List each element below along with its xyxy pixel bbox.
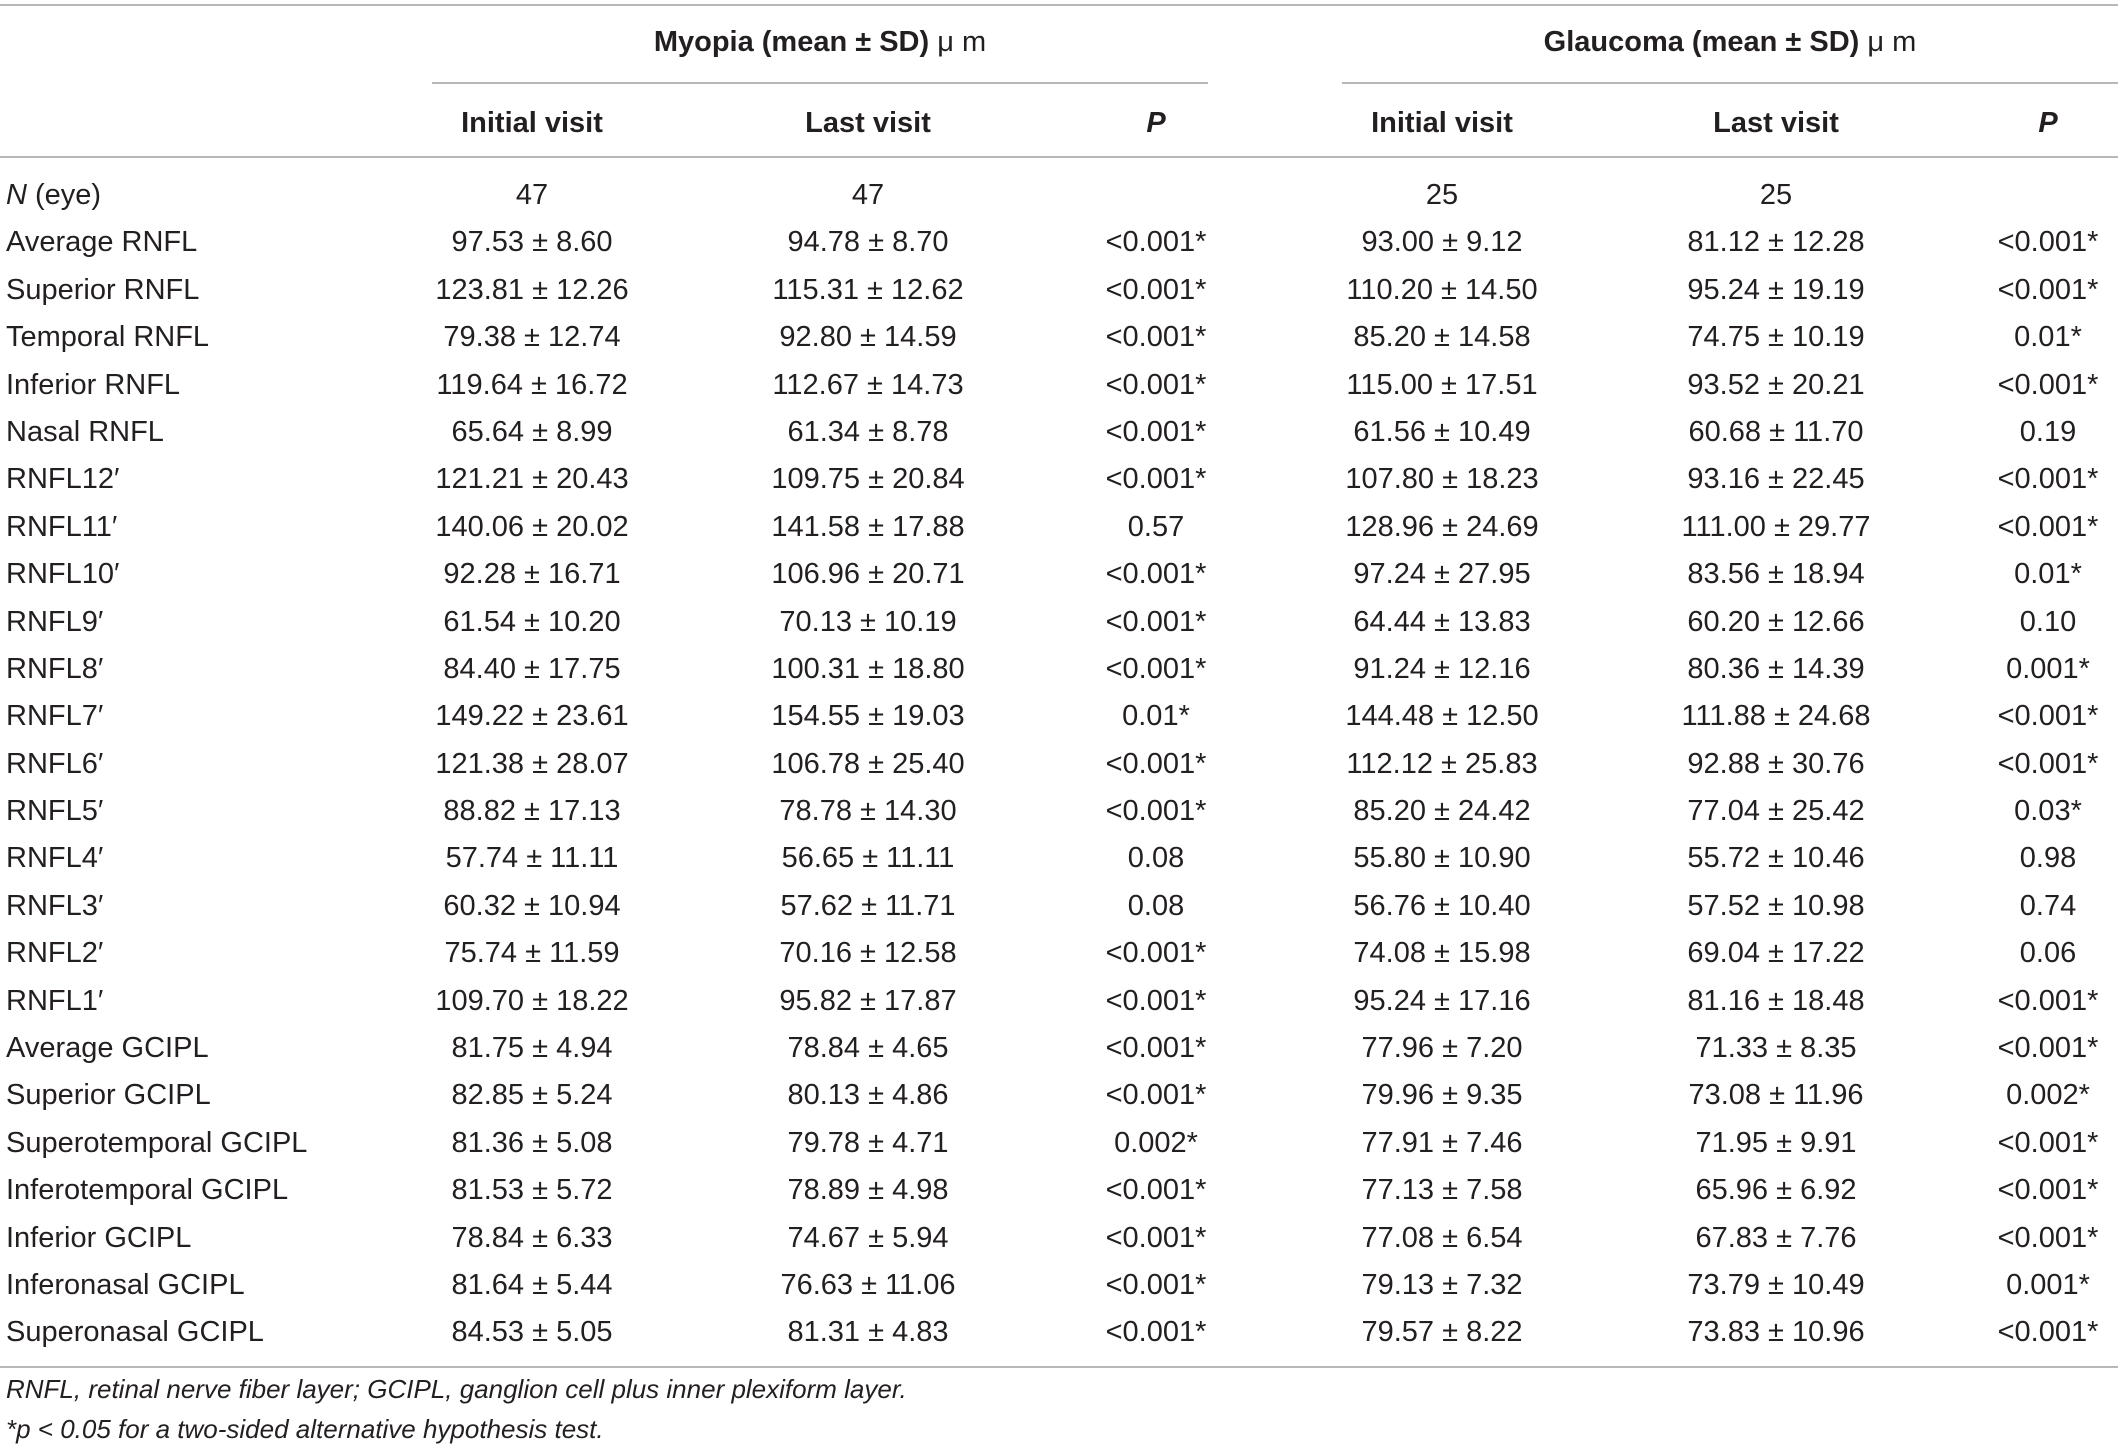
cell-glaucoma-initial: 79.13 ± 7.32 [1361, 1268, 1523, 1301]
footnote-abbreviations: RNFL, retinal nerve fiber layer; GCIPL, ganglion cell plus inner plexiform layer. [6, 1374, 907, 1404]
cell-myopia-last: 92.80 ± 14.59 [779, 321, 957, 354]
cell-myopia-last: 79.78 ± 4.71 [787, 1126, 949, 1159]
cell-myopia-last: 78.78 ± 14.30 [779, 795, 957, 828]
cell-glaucoma-initial: 64.44 ± 13.83 [1353, 605, 1531, 638]
cell-myopia-last: 74.67 ± 5.94 [787, 1221, 949, 1254]
cell-glaucoma-last: 83.56 ± 18.94 [1687, 558, 1865, 591]
cell-myopia-p: <0.001* [1105, 1079, 1207, 1112]
table-top-rule [0, 4, 2118, 6]
cell-myopia-initial: 121.21 ± 20.43 [435, 463, 629, 496]
table-row [0, 978, 2118, 1025]
cell-glaucoma-last: 81.12 ± 12.28 [1687, 226, 1865, 259]
cell-myopia-initial: 109.70 ± 18.22 [435, 984, 629, 1017]
cell-glaucoma-last: 80.36 ± 14.39 [1687, 652, 1865, 685]
cell-glaucoma-last: 77.04 ± 25.42 [1687, 795, 1865, 828]
row-label: RNFL9′ [6, 605, 104, 638]
cell-myopia-initial: 79.38 ± 12.74 [443, 321, 621, 354]
table-row [0, 741, 2118, 788]
cell-myopia-p: <0.001* [1105, 652, 1207, 685]
cell-myopia-last: 154.55 ± 19.03 [771, 700, 965, 733]
row-label: RNFL1′ [6, 984, 104, 1017]
cell-myopia-last: 78.84 ± 4.65 [787, 1032, 949, 1065]
cell-myopia-initial: 81.53 ± 5.72 [451, 1174, 613, 1207]
row-label: RNFL10′ [6, 558, 120, 591]
table-row [0, 267, 2118, 314]
cell-myopia-last: 57.62 ± 11.71 [780, 889, 956, 922]
cell-myopia-initial: 121.38 ± 28.07 [435, 747, 629, 780]
group-unit: μ m [1867, 26, 1917, 58]
row-label: Inferonasal GCIPL [6, 1268, 245, 1301]
row-label: Superonasal GCIPL [6, 1316, 264, 1349]
table-row [0, 409, 2118, 456]
cell-myopia-p: 0.57 [1127, 510, 1185, 543]
cell-glaucoma-initial: 144.48 ± 12.50 [1345, 700, 1539, 733]
table-row [0, 551, 2118, 598]
cell-myopia-initial: 140.06 ± 20.02 [435, 510, 629, 543]
row-label: RNFL11′ [6, 510, 118, 543]
cell-myopia-last: 109.75 ± 20.84 [771, 463, 965, 496]
cell-glaucoma-p: <0.001* [1997, 747, 2099, 780]
cell-myopia-last: 70.13 ± 10.19 [779, 605, 957, 638]
cell-myopia-p: <0.001* [1105, 795, 1207, 828]
group-header-glaucoma [1342, 18, 2118, 66]
row-label: Superotemporal GCIPL [6, 1126, 308, 1159]
row-label: RNFL5′ [6, 795, 104, 828]
cell-glaucoma-p: 0.01* [2014, 558, 2082, 591]
cell-myopia-p: <0.001* [1105, 368, 1207, 401]
group-rule-myopia [432, 82, 1208, 84]
row-label: Nasal RNFL [6, 415, 164, 448]
cell-glaucoma-p: 0.001* [2006, 1268, 2090, 1301]
cell-glaucoma-last: 73.79 ± 10.49 [1687, 1268, 1865, 1301]
cell-myopia-p: <0.001* [1105, 1032, 1207, 1065]
cell-glaucoma-last: 25 [1759, 179, 1793, 211]
cell-myopia-last: 61.34 ± 8.78 [787, 415, 949, 448]
table-row [0, 314, 2118, 361]
cell-myopia-p: <0.001* [1105, 747, 1207, 780]
table-row [0, 504, 2118, 551]
group-unit: μ m [937, 26, 987, 58]
cell-myopia-last: 70.16 ± 12.58 [779, 937, 957, 970]
cell-glaucoma-last: 57.52 ± 10.98 [1687, 889, 1865, 922]
cell-myopia-initial: 81.75 ± 4.94 [451, 1032, 613, 1065]
cell-glaucoma-initial: 77.13 ± 7.58 [1361, 1174, 1523, 1207]
cell-myopia-p: 0.01* [1122, 700, 1190, 733]
cell-glaucoma-p: <0.001* [1997, 984, 2099, 1017]
row-label: RNFL4′ [6, 842, 104, 875]
cell-myopia-p: <0.001* [1105, 605, 1207, 638]
col-header-glaucoma-initial: Initial visit [1371, 107, 1513, 139]
table-row [0, 788, 2118, 835]
cell-glaucoma-p: <0.001* [1997, 368, 2099, 401]
table-row [0, 362, 2118, 409]
cell-glaucoma-p: 0.001* [2006, 652, 2090, 685]
row-label: Average GCIPL [6, 1032, 209, 1065]
cell-myopia-p: <0.001* [1105, 415, 1207, 448]
cell-myopia-p: 0.002* [1114, 1126, 1198, 1159]
cell-myopia-initial: 149.22 ± 23.61 [435, 700, 629, 733]
cell-myopia-last: 141.58 ± 17.88 [771, 510, 965, 543]
cell-glaucoma-p: <0.001* [1997, 1032, 2099, 1065]
cell-glaucoma-initial: 95.24 ± 17.16 [1353, 984, 1531, 1017]
cell-glaucoma-initial: 79.96 ± 9.35 [1361, 1079, 1523, 1112]
cell-myopia-p: <0.001* [1105, 937, 1207, 970]
cell-myopia-last: 106.96 ± 20.71 [771, 558, 965, 591]
cell-glaucoma-p: <0.001* [1997, 1316, 2099, 1349]
cell-myopia-last: 94.78 ± 8.70 [787, 226, 949, 259]
cell-glaucoma-p: 0.98 [2019, 842, 2077, 875]
row-label: N (eye) [6, 179, 102, 211]
cell-myopia-p: <0.001* [1105, 1174, 1207, 1207]
table-row [0, 1167, 2118, 1214]
cell-glaucoma-initial: 115.00 ± 17.51 [1346, 368, 1538, 401]
row-label: Inferior GCIPL [6, 1221, 192, 1254]
group-header-myopia [432, 18, 1208, 66]
cell-myopia-last: 81.31 ± 4.83 [787, 1316, 949, 1349]
cell-glaucoma-p: 0.74 [2019, 889, 2077, 922]
cell-myopia-last: 112.67 ± 14.73 [772, 368, 964, 401]
cell-glaucoma-initial: 128.96 ± 24.69 [1345, 510, 1539, 543]
cell-myopia-initial: 82.85 ± 5.24 [451, 1079, 613, 1112]
cell-myopia-initial: 81.36 ± 5.08 [451, 1126, 613, 1159]
cell-myopia-p: <0.001* [1105, 1221, 1207, 1254]
cell-glaucoma-last: 65.96 ± 6.92 [1695, 1174, 1857, 1207]
footnote-significance: *p < 0.05 for a two-sided alternative hypothesis test. [6, 1414, 604, 1444]
cell-myopia-initial: 65.64 ± 8.99 [451, 415, 613, 448]
cell-myopia-last: 106.78 ± 25.40 [771, 747, 965, 780]
cell-glaucoma-last: 60.68 ± 11.70 [1688, 415, 1864, 448]
cell-glaucoma-last: 93.52 ± 20.21 [1687, 368, 1865, 401]
table-row [0, 646, 2118, 693]
cell-myopia-last: 78.89 ± 4.98 [787, 1174, 949, 1207]
cell-glaucoma-initial: 93.00 ± 9.12 [1361, 226, 1523, 259]
cell-myopia-initial: 97.53 ± 8.60 [451, 226, 613, 259]
cell-myopia-last: 56.65 ± 11.11 [781, 842, 955, 875]
cell-glaucoma-p: 0.01* [2014, 321, 2082, 354]
cell-myopia-initial: 123.81 ± 12.26 [435, 273, 629, 306]
row-label: RNFL7′ [6, 700, 104, 733]
table-row [0, 835, 2118, 882]
cell-glaucoma-p: 0.002* [2006, 1079, 2090, 1112]
cell-myopia-p: <0.001* [1105, 984, 1207, 1017]
cell-glaucoma-last: 71.33 ± 8.35 [1695, 1032, 1857, 1065]
cell-glaucoma-initial: 85.20 ± 24.42 [1353, 795, 1531, 828]
cell-myopia-initial: 47 [515, 179, 549, 211]
table-row [0, 1309, 2118, 1356]
col-header-glaucoma-last: Last visit [1713, 107, 1839, 139]
cell-glaucoma-last: 74.75 ± 10.19 [1687, 321, 1865, 354]
table-body [0, 172, 2118, 1357]
col-header-glaucoma-p: P [2038, 107, 2058, 139]
table-bottom-rule [0, 1366, 2118, 1368]
col-header-myopia-p: P [1146, 107, 1166, 139]
cell-glaucoma-last: 93.16 ± 22.45 [1687, 463, 1865, 496]
cell-glaucoma-initial: 77.91 ± 7.46 [1361, 1126, 1523, 1159]
cell-glaucoma-initial: 85.20 ± 14.58 [1353, 321, 1531, 354]
cell-glaucoma-initial: 91.24 ± 12.16 [1353, 652, 1531, 685]
cell-myopia-initial: 81.64 ± 5.44 [451, 1268, 613, 1301]
col-header-myopia-last: Last visit [805, 107, 931, 139]
row-label: Inferotemporal GCIPL [6, 1174, 289, 1207]
row-label: Inferior RNFL [6, 368, 181, 401]
row-label: RNFL8′ [6, 652, 104, 685]
cell-myopia-initial: 61.54 ± 10.20 [443, 605, 621, 638]
cell-glaucoma-initial: 97.24 ± 27.95 [1353, 558, 1531, 591]
cell-glaucoma-last: 55.72 ± 10.46 [1687, 842, 1865, 875]
cell-glaucoma-initial: 25 [1425, 179, 1459, 211]
cell-glaucoma-initial: 107.80 ± 18.23 [1345, 463, 1539, 496]
cell-glaucoma-last: 95.24 ± 19.19 [1687, 273, 1865, 306]
cell-glaucoma-initial: 61.56 ± 10.49 [1353, 415, 1531, 448]
table-row [0, 693, 2118, 740]
table-row [0, 1262, 2118, 1309]
cell-myopia-initial: 84.40 ± 17.75 [443, 652, 621, 685]
cell-glaucoma-initial: 56.76 ± 10.40 [1353, 889, 1531, 922]
cell-myopia-p: <0.001* [1105, 1316, 1207, 1349]
cell-glaucoma-p: <0.001* [1997, 700, 2099, 733]
group-title: Glaucoma (mean ± SD) [1543, 26, 1860, 58]
header-rule [0, 156, 2118, 158]
cell-myopia-p: 0.08 [1127, 842, 1185, 875]
cell-glaucoma-p: <0.001* [1997, 273, 2099, 306]
cell-myopia-last: 115.31 ± 12.62 [772, 273, 964, 306]
row-label: Average RNFL [6, 226, 198, 259]
table-row [0, 1120, 2118, 1167]
cell-myopia-initial: 78.84 ± 6.33 [451, 1221, 613, 1254]
table-row [0, 930, 2118, 977]
col-header-myopia-initial: Initial visit [461, 107, 603, 139]
cell-glaucoma-p: <0.001* [1997, 510, 2099, 543]
cell-glaucoma-initial: 79.57 ± 8.22 [1361, 1316, 1523, 1349]
cell-glaucoma-p: <0.001* [1997, 1221, 2099, 1254]
cell-myopia-last: 47 [851, 179, 885, 211]
cell-glaucoma-last: 81.16 ± 18.48 [1687, 984, 1865, 1017]
row-label: RNFL12′ [6, 463, 120, 496]
cell-glaucoma-last: 60.20 ± 12.66 [1687, 605, 1865, 638]
cell-myopia-p: 0.08 [1127, 889, 1185, 922]
cell-glaucoma-initial: 74.08 ± 15.98 [1353, 937, 1531, 970]
cell-myopia-initial: 84.53 ± 5.05 [451, 1316, 613, 1349]
cell-myopia-last: 95.82 ± 17.87 [779, 984, 957, 1017]
cell-myopia-initial: 75.74 ± 11.59 [444, 937, 620, 970]
table-row-n [0, 172, 2118, 219]
cell-glaucoma-last: 111.88 ± 24.68 [1681, 700, 1871, 733]
cell-myopia-p: <0.001* [1105, 273, 1207, 306]
cell-myopia-last: 100.31 ± 18.80 [771, 652, 965, 685]
cell-glaucoma-p: 0.19 [2019, 415, 2077, 448]
cell-glaucoma-last: 73.08 ± 11.96 [1688, 1079, 1864, 1112]
cell-glaucoma-last: 71.95 ± 9.91 [1695, 1126, 1857, 1159]
row-label: RNFL6′ [6, 747, 104, 780]
cell-glaucoma-p: <0.001* [1997, 1126, 2099, 1159]
cell-myopia-initial: 88.82 ± 17.13 [443, 795, 621, 828]
cell-myopia-initial: 57.74 ± 11.11 [445, 842, 619, 875]
table-row [0, 219, 2118, 266]
table-row [0, 456, 2118, 503]
cell-myopia-p: <0.001* [1105, 463, 1207, 496]
group-rule-glaucoma [1342, 82, 2118, 84]
cell-myopia-p: <0.001* [1105, 321, 1207, 354]
row-label: Superior GCIPL [6, 1079, 211, 1112]
cell-glaucoma-initial: 55.80 ± 10.90 [1353, 842, 1531, 875]
cell-glaucoma-last: 67.83 ± 7.76 [1695, 1221, 1857, 1254]
cell-glaucoma-initial: 110.20 ± 14.50 [1346, 273, 1538, 306]
cell-myopia-initial: 119.64 ± 16.72 [436, 368, 628, 401]
row-label: RNFL2′ [6, 937, 104, 970]
cell-glaucoma-initial: 77.08 ± 6.54 [1361, 1221, 1523, 1254]
cell-glaucoma-p: 0.06 [2019, 937, 2077, 970]
cell-myopia-initial: 92.28 ± 16.71 [443, 558, 621, 591]
cell-glaucoma-p: <0.001* [1997, 463, 2099, 496]
cell-myopia-initial: 60.32 ± 10.94 [443, 889, 621, 922]
cell-myopia-last: 80.13 ± 4.86 [787, 1079, 949, 1112]
table-row [0, 1072, 2118, 1119]
cell-glaucoma-last: 111.00 ± 29.77 [1681, 510, 1871, 543]
cell-glaucoma-p: 0.03* [2014, 795, 2082, 828]
table-row [0, 1215, 2118, 1262]
cell-myopia-last: 76.63 ± 11.06 [780, 1268, 956, 1301]
cell-glaucoma-last: 73.83 ± 10.96 [1687, 1316, 1865, 1349]
row-label: Superior RNFL [6, 273, 200, 306]
cell-glaucoma-last: 69.04 ± 17.22 [1687, 937, 1865, 970]
table-row [0, 883, 2118, 930]
row-label: Temporal RNFL [6, 321, 210, 354]
group-title: Myopia (mean ± SD) [653, 26, 930, 58]
cell-myopia-p: <0.001* [1105, 1268, 1207, 1301]
table-row [0, 1025, 2118, 1072]
cell-glaucoma-initial: 77.96 ± 7.20 [1361, 1032, 1523, 1065]
row-label: RNFL3′ [6, 889, 104, 922]
cell-glaucoma-p: <0.001* [1997, 226, 2099, 259]
cell-myopia-p: <0.001* [1105, 226, 1207, 259]
cell-glaucoma-last: 92.88 ± 30.76 [1687, 747, 1865, 780]
cell-myopia-p: <0.001* [1105, 558, 1207, 591]
table-row [0, 599, 2118, 646]
cell-glaucoma-p: 0.10 [2019, 605, 2077, 638]
cell-glaucoma-initial: 112.12 ± 25.83 [1346, 747, 1538, 780]
cell-glaucoma-p: <0.001* [1997, 1174, 2099, 1207]
